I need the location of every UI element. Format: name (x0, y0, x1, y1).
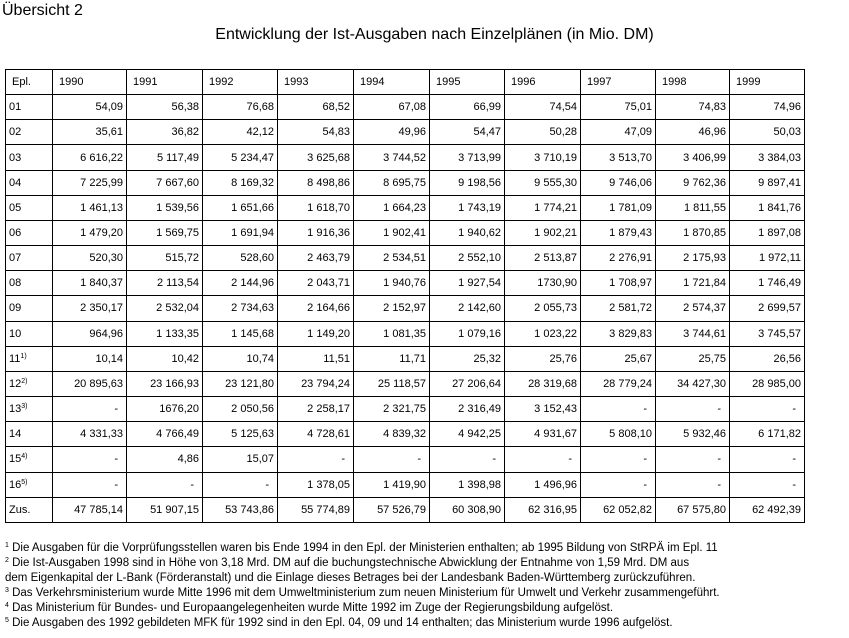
value-cell: 1 746,49 (730, 271, 805, 296)
value-cell: 10,74 (203, 346, 278, 371)
value-cell: 28 779,24 (581, 371, 656, 396)
value-cell: 25,32 (430, 346, 505, 371)
table-row (6, 120, 805, 145)
value-cell: 66,99 (430, 95, 505, 120)
value-cell: - (730, 447, 805, 472)
value-cell: 54,83 (278, 120, 354, 145)
value-cell: - (354, 447, 430, 472)
value-cell: - (203, 472, 278, 497)
value-cell: 57 526,79 (354, 497, 430, 522)
value-cell: 2 534,51 (354, 246, 430, 271)
value-cell: 53 743,86 (203, 497, 278, 522)
column-header-year: 1995 (430, 70, 505, 95)
value-cell: 1 743,19 (430, 195, 505, 220)
value-cell: 4 931,67 (505, 422, 581, 447)
value-cell: 35,61 (53, 120, 127, 145)
value-cell: 9 555,30 (505, 170, 581, 195)
value-cell: 68,52 (278, 95, 354, 120)
footnote (5, 601, 849, 616)
expenditure-table (5, 69, 805, 523)
value-cell: 34 427,30 (656, 371, 730, 396)
value-cell: 1676,20 (127, 397, 203, 422)
value-cell: - (730, 397, 805, 422)
epl-label: 06 (9, 227, 22, 240)
value-cell: 1 811,55 (656, 195, 730, 220)
value-cell: 1 916,36 (278, 220, 354, 245)
table-row (6, 170, 805, 195)
value-cell: 2 734,63 (203, 296, 278, 321)
value-cell: 1 419,90 (354, 472, 430, 497)
value-cell: 9 897,41 (730, 170, 805, 195)
value-cell: 56,38 (127, 95, 203, 120)
value-cell: - (656, 397, 730, 422)
table-header-row (6, 70, 805, 95)
value-cell: 1 840,37 (53, 271, 127, 296)
column-header-epl: Epl. (6, 70, 53, 95)
epl-label: 01 (9, 101, 22, 114)
value-cell: 4 942,25 (430, 422, 505, 447)
value-cell: 1 149,20 (278, 321, 354, 346)
epl-cell (6, 145, 53, 170)
value-cell: 5 234,47 (203, 145, 278, 170)
epl-cell (6, 371, 53, 396)
value-cell: 1 569,75 (127, 220, 203, 245)
table-row (6, 145, 805, 170)
value-cell: 2 055,73 (505, 296, 581, 321)
value-cell: 1 927,54 (430, 271, 505, 296)
footnote (5, 616, 849, 631)
epl-label: 02 (9, 126, 22, 139)
epl-cell (6, 195, 53, 220)
value-cell: 46,96 (656, 120, 730, 145)
value-cell: 3 625,68 (278, 145, 354, 170)
footnote-number: 3 (5, 587, 9, 594)
epl-cell (6, 170, 53, 195)
epl-label: 04 (9, 176, 22, 189)
value-cell: 74,54 (505, 95, 581, 120)
value-cell: - (430, 447, 505, 472)
value-cell: 54,09 (53, 95, 127, 120)
footnote (5, 556, 849, 571)
value-cell: 2 574,37 (656, 296, 730, 321)
epl-cell (6, 321, 53, 346)
value-cell: 10,14 (53, 346, 127, 371)
epl-label: 05 (9, 201, 22, 214)
value-cell: 1 940,76 (354, 271, 430, 296)
footnote-text: Die Ist-Ausgaben 1998 sind in Höhe von 3,18 Mrd. DM auf die buchungstechnische Abwicklung der Entnahme von 1,59 Mrd. DM aus (12, 557, 690, 569)
value-cell: 11,71 (354, 346, 430, 371)
value-cell: - (53, 447, 127, 472)
column-header-year: 1997 (581, 70, 656, 95)
value-cell: 1 902,21 (505, 220, 581, 245)
epl-cell (6, 95, 53, 120)
value-cell: 2 350,17 (53, 296, 127, 321)
epl-cell (6, 497, 53, 522)
value-cell: 5 808,10 (581, 422, 656, 447)
value-cell: 62 492,39 (730, 497, 805, 522)
epl-label: 13 (9, 403, 22, 416)
table-row (6, 195, 805, 220)
value-cell: 51 907,15 (127, 497, 203, 522)
value-cell: 1 721,84 (656, 271, 730, 296)
value-cell: 520,30 (53, 246, 127, 271)
value-cell: 2 142,60 (430, 296, 505, 321)
value-cell: 11,51 (278, 346, 354, 371)
value-cell: 3 745,57 (730, 321, 805, 346)
value-cell: - (581, 397, 656, 422)
value-cell: 1 133,35 (127, 321, 203, 346)
footnote-text: Die Ausgaben für die Vorprüfungsstellen waren bis Ende 1994 in den Epl. der Ministerien enthalten; ab 1995 Bildung von StRPÄ im Epl. 11 (12, 542, 718, 554)
value-cell: 6 616,22 (53, 145, 127, 170)
value-cell: 1 479,20 (53, 220, 127, 245)
value-cell: 3 710,19 (505, 145, 581, 170)
value-cell: 74,96 (730, 95, 805, 120)
column-header-year: 1998 (656, 70, 730, 95)
value-cell: 2 152,97 (354, 296, 430, 321)
value-cell: 2 175,93 (656, 246, 730, 271)
footnote-marker: 1) (20, 352, 27, 360)
table-row (6, 371, 805, 396)
value-cell: 10,42 (127, 346, 203, 371)
epl-cell (6, 422, 53, 447)
value-cell: 515,72 (127, 246, 203, 271)
value-cell: 67,08 (354, 95, 430, 120)
value-cell: 4,86 (127, 447, 203, 472)
column-header-year: 1994 (354, 70, 430, 95)
table-row (6, 321, 805, 346)
epl-cell (6, 220, 53, 245)
value-cell: - (53, 397, 127, 422)
value-cell: 3 829,83 (581, 321, 656, 346)
epl-cell (6, 296, 53, 321)
footnote-number: 5 (5, 617, 9, 624)
value-cell: 1 870,85 (656, 220, 730, 245)
value-cell: 4 331,33 (53, 422, 127, 447)
value-cell: - (656, 447, 730, 472)
table-row (6, 472, 805, 497)
value-cell: 964,96 (53, 321, 127, 346)
value-cell: 49,96 (354, 120, 430, 145)
epl-label: 03 (9, 151, 22, 164)
value-cell: 2 276,91 (581, 246, 656, 271)
epl-label: 12 (9, 377, 22, 390)
value-cell: 5 117,49 (127, 145, 203, 170)
value-cell: - (581, 472, 656, 497)
value-cell: 2 050,56 (203, 397, 278, 422)
value-cell: 47,09 (581, 120, 656, 145)
epl-cell (6, 447, 53, 472)
value-cell: 1 496,96 (505, 472, 581, 497)
footnote-text: dem Eigenkapital der L-Bank (Förderanstalt) und die Einlage dieses Betrages bei der Landesbank Baden-Württemberg zurückzuführen. (5, 572, 696, 584)
value-cell: 1 461,13 (53, 195, 127, 220)
epl-label: 07 (9, 252, 22, 265)
value-cell: 50,03 (730, 120, 805, 145)
footnote (5, 541, 849, 556)
value-cell: 2 144,96 (203, 271, 278, 296)
value-cell: 1 972,11 (730, 246, 805, 271)
value-cell: 1 145,68 (203, 321, 278, 346)
column-header-year: 1991 (127, 70, 203, 95)
table-row (6, 296, 805, 321)
value-cell: 1 023,22 (505, 321, 581, 346)
value-cell: 1 902,41 (354, 220, 430, 245)
value-cell: 2 113,54 (127, 271, 203, 296)
value-cell: 20 895,63 (53, 371, 127, 396)
value-cell: 3 744,52 (354, 145, 430, 170)
footnote-text: Die Ausgaben des 1992 gebildeten MFK für 1992 sind in den Epl. 04, 09 und 14 enthalten; das Ministerium wurde 1996 aufgelöst. (12, 617, 673, 629)
value-cell: 25,75 (656, 346, 730, 371)
value-cell: 9 762,36 (656, 170, 730, 195)
value-cell: 2 552,10 (430, 246, 505, 271)
value-cell: 1 774,21 (505, 195, 581, 220)
value-cell: 3 744,61 (656, 321, 730, 346)
value-cell: 3 384,03 (730, 145, 805, 170)
value-cell: 4 766,49 (127, 422, 203, 447)
footnote-marker: 4) (21, 453, 28, 461)
table-row (6, 346, 805, 371)
value-cell: 1 079,16 (430, 321, 505, 346)
value-cell: 3 406,99 (656, 145, 730, 170)
table-row (6, 497, 805, 522)
value-cell: 4 839,32 (354, 422, 430, 447)
epl-label: 11 (9, 352, 21, 365)
value-cell: 74,83 (656, 95, 730, 120)
value-cell: - (656, 472, 730, 497)
value-cell: 27 206,64 (430, 371, 505, 396)
value-cell: - (505, 447, 581, 472)
footnote-number: 2 (5, 557, 9, 564)
value-cell: 55 774,89 (278, 497, 354, 522)
value-cell: 23 166,93 (127, 371, 203, 396)
value-cell: 1 708,97 (581, 271, 656, 296)
value-cell: 2 463,79 (278, 246, 354, 271)
epl-cell (6, 120, 53, 145)
value-cell: 15,07 (203, 447, 278, 472)
value-cell: 1 651,66 (203, 195, 278, 220)
value-cell: 2 513,87 (505, 246, 581, 271)
value-cell: 1 081,35 (354, 321, 430, 346)
column-header-year: 1992 (203, 70, 278, 95)
value-cell: 2 043,71 (278, 271, 354, 296)
table-row (6, 447, 805, 472)
value-cell: 1 691,94 (203, 220, 278, 245)
epl-cell (6, 472, 53, 497)
value-cell: 3 513,70 (581, 145, 656, 170)
footnote (5, 571, 849, 586)
footnotes (5, 541, 849, 631)
table-row (6, 422, 805, 447)
value-cell: 47 785,14 (53, 497, 127, 522)
value-cell: 7 667,60 (127, 170, 203, 195)
value-cell: 8 169,32 (203, 170, 278, 195)
epl-label: Zus. (9, 503, 31, 516)
epl-label: 10 (9, 327, 22, 340)
value-cell: 2 316,49 (430, 397, 505, 422)
value-cell: 62 052,82 (581, 497, 656, 522)
epl-cell (6, 271, 53, 296)
value-cell: 5 125,63 (203, 422, 278, 447)
footnote-number: 1 (5, 542, 9, 549)
value-cell: 1 618,70 (278, 195, 354, 220)
value-cell: 3 152,43 (505, 397, 581, 422)
value-cell: 3 713,99 (430, 145, 505, 170)
value-cell: 25,67 (581, 346, 656, 371)
value-cell: 75,01 (581, 95, 656, 120)
value-cell: 7 225,99 (53, 170, 127, 195)
value-cell: 1 897,08 (730, 220, 805, 245)
value-cell: 1730,90 (505, 271, 581, 296)
value-cell: 62 316,95 (505, 497, 581, 522)
value-cell: 54,47 (430, 120, 505, 145)
value-cell: 26,56 (730, 346, 805, 371)
value-cell: 5 932,46 (656, 422, 730, 447)
epl-label: 08 (9, 277, 22, 290)
value-cell: 23 794,24 (278, 371, 354, 396)
value-cell: 9 746,06 (581, 170, 656, 195)
value-cell: 1 378,05 (278, 472, 354, 497)
value-cell: 4 728,61 (278, 422, 354, 447)
value-cell: 1 879,43 (581, 220, 656, 245)
column-header-year: 1993 (278, 70, 354, 95)
footnote-marker: 5) (21, 478, 28, 486)
value-cell: 28 319,68 (505, 371, 581, 396)
epl-label: 09 (9, 302, 22, 315)
footnote-marker: 3) (21, 403, 28, 411)
value-cell: 36,82 (127, 120, 203, 145)
table-row (6, 220, 805, 245)
value-cell: 67 575,80 (656, 497, 730, 522)
table-row (6, 246, 805, 271)
footnote-number: 4 (5, 602, 9, 609)
value-cell: 50,28 (505, 120, 581, 145)
value-cell: 8 695,75 (354, 170, 430, 195)
value-cell: 8 498,86 (278, 170, 354, 195)
value-cell: 2 532,04 (127, 296, 203, 321)
epl-cell (6, 346, 53, 371)
value-cell: - (53, 472, 127, 497)
value-cell: 528,60 (203, 246, 278, 271)
value-cell: - (127, 472, 203, 497)
epl-cell (6, 246, 53, 271)
value-cell: 1 940,62 (430, 220, 505, 245)
value-cell: 6 171,82 (730, 422, 805, 447)
table-row (6, 95, 805, 120)
value-cell: 1 841,76 (730, 195, 805, 220)
value-cell: 1 664,23 (354, 195, 430, 220)
column-header-year: 1996 (505, 70, 581, 95)
footnote (5, 586, 849, 601)
table-row (6, 271, 805, 296)
footnote-marker: 2) (21, 377, 28, 385)
value-cell: - (278, 447, 354, 472)
epl-label: 15 (9, 453, 22, 466)
value-cell: 2 699,57 (730, 296, 805, 321)
table-row (6, 397, 805, 422)
epl-label: 16 (9, 478, 22, 491)
value-cell: 42,12 (203, 120, 278, 145)
page-title: Entwicklung der Ist-Ausgaben nach Einzelplänen (in Mio. DM) (215, 26, 654, 43)
value-cell: 1 539,56 (127, 195, 203, 220)
value-cell: 2 164,66 (278, 296, 354, 321)
value-cell: 9 198,56 (430, 170, 505, 195)
value-cell: - (730, 472, 805, 497)
overview-label: Übersicht 2 (2, 2, 83, 19)
value-cell: 25,76 (505, 346, 581, 371)
value-cell: 2 321,75 (354, 397, 430, 422)
column-header-year: 1990 (53, 70, 127, 95)
value-cell: 28 985,00 (730, 371, 805, 396)
value-cell: 60 308,90 (430, 497, 505, 522)
value-cell: 1 398,98 (430, 472, 505, 497)
value-cell: - (581, 447, 656, 472)
value-cell: 23 121,80 (203, 371, 278, 396)
footnote-text: Das Verkehrsministerium wurde Mitte 1996 mit dem Umweltministerium zum neuen Ministerium für Umwelt und Verkehr zusammengeführt. (12, 587, 720, 599)
footnote-text: Das Ministerium für Bundes- und Europaangelegenheiten wurde Mitte 1992 im Zuge der Regierungsbildung aufgelöst. (12, 602, 614, 614)
epl-cell (6, 397, 53, 422)
epl-label: 14 (9, 428, 22, 441)
value-cell: 1 781,09 (581, 195, 656, 220)
column-header-year: 1999 (730, 70, 805, 95)
value-cell: 2 581,72 (581, 296, 656, 321)
value-cell: 2 258,17 (278, 397, 354, 422)
value-cell: 25 118,57 (354, 371, 430, 396)
value-cell: 76,68 (203, 95, 278, 120)
